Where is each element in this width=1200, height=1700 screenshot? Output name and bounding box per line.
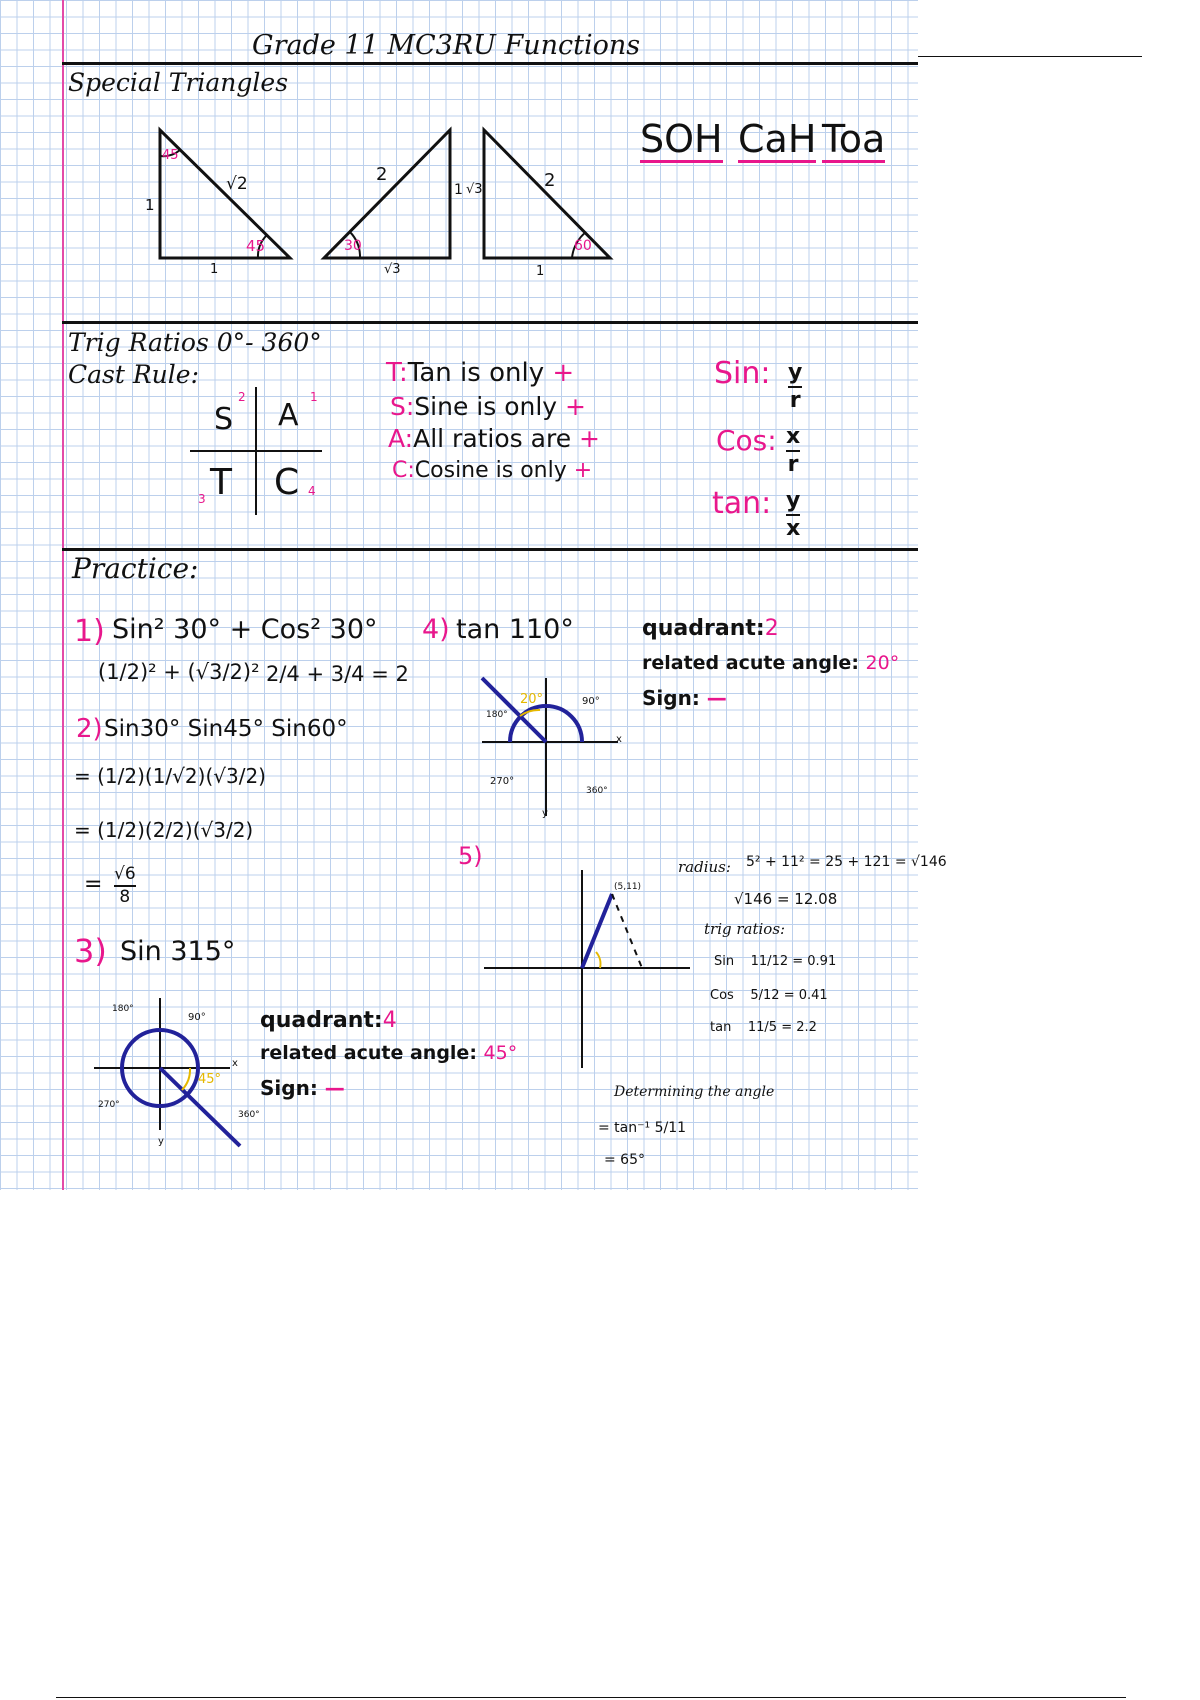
t1-hypotenuse: √2 bbox=[226, 174, 248, 194]
cast-c-number: 4 bbox=[308, 484, 316, 498]
p5-determine-label: Determining the angle bbox=[614, 1084, 775, 1100]
p3-related-angle: related acute angle: 45° bbox=[260, 1042, 518, 1064]
tan-def-fraction bbox=[786, 490, 800, 540]
p3-deg-270: 270° bbox=[98, 1100, 120, 1110]
tan-def-label: tan: bbox=[712, 486, 772, 521]
trig-ratios-divider bbox=[62, 548, 918, 551]
t2-side: 1 bbox=[454, 182, 463, 198]
p2-answer-num: √6 bbox=[114, 864, 136, 884]
p4-quadrant: quadrant:2 bbox=[642, 616, 779, 641]
cast-a: A bbox=[278, 398, 299, 433]
p3-ref-angle: 45° bbox=[198, 1072, 222, 1087]
p4-sign: Sign: — bbox=[642, 686, 727, 710]
sin-def-den: r bbox=[789, 388, 801, 413]
t3-base: 1 bbox=[536, 264, 545, 279]
margin-line bbox=[62, 0, 64, 1190]
cos-def-fraction bbox=[786, 426, 800, 476]
p4-deg-90: 90° bbox=[582, 696, 600, 707]
triangle-30-60-90-a bbox=[320, 120, 460, 280]
p2-expression: Sin30° Sin45° Sin60° bbox=[104, 716, 348, 742]
triangle-45-45-90 bbox=[140, 120, 300, 280]
rule-s: S:Sine is only + bbox=[390, 392, 586, 421]
cast-rule-heading: Cast Rule: bbox=[68, 360, 199, 389]
soh-word: SOH bbox=[640, 117, 723, 161]
p2-number: 2) bbox=[76, 714, 103, 744]
t2-base: √3 bbox=[384, 262, 401, 277]
t3-side: √3 bbox=[466, 182, 483, 197]
cast-c: C bbox=[274, 462, 300, 503]
cah-word: CaH bbox=[738, 117, 817, 161]
rule-a: A:All ratios are + bbox=[388, 424, 600, 453]
t1-angle-top: 45 bbox=[162, 148, 179, 163]
p1-step: (1/2)² + (√3/2)² bbox=[98, 660, 260, 684]
p4-deg-360: 360° bbox=[586, 786, 608, 796]
p4-deg-180: 180° bbox=[486, 710, 508, 720]
t3-angle: 60 bbox=[574, 238, 592, 254]
p2-answer bbox=[114, 866, 136, 906]
p5-tan: tan 11/5 = 2.2 bbox=[710, 1020, 817, 1035]
t1-side-bottom: 1 bbox=[210, 262, 219, 277]
cast-s-number: 2 bbox=[238, 390, 246, 404]
cos-def-den: r bbox=[787, 452, 799, 477]
bottom-rule bbox=[56, 1697, 1126, 1698]
p3-deg-360: 360° bbox=[238, 1110, 260, 1120]
tan-def-den: x bbox=[786, 516, 801, 541]
p3-unit-circle-graph bbox=[94, 996, 244, 1146]
p3-sign: Sign: — bbox=[260, 1076, 345, 1100]
header-divider bbox=[62, 62, 918, 65]
cast-a-number: 1 bbox=[310, 390, 318, 404]
p5-radius-value: √146 = 12.08 bbox=[734, 890, 838, 908]
p5-ratios-label: trig ratios: bbox=[704, 920, 786, 938]
t2-hypotenuse: 2 bbox=[376, 164, 388, 185]
page-title: Grade 11 MC3RU Functions bbox=[252, 30, 641, 61]
t2-angle: 30 bbox=[344, 238, 362, 254]
p2-step1: = (1/2)(1/√2)(√3/2) bbox=[74, 764, 266, 788]
top-right-rule bbox=[918, 56, 1142, 57]
p5-number: 5) bbox=[458, 842, 483, 870]
p3-number: 3) bbox=[74, 932, 107, 970]
p2-equals: = bbox=[84, 872, 103, 897]
p4-x-label: x bbox=[616, 734, 622, 745]
p3-quadrant: quadrant:4 bbox=[260, 1008, 397, 1033]
t1-angle-right: 45 bbox=[246, 237, 266, 255]
p5-radius-calc: 5² + 11² = 25 + 121 = √146 bbox=[746, 854, 947, 870]
triangles-divider bbox=[62, 321, 918, 324]
practice-heading: Practice: bbox=[72, 552, 199, 585]
p4-number: 4) bbox=[422, 614, 450, 645]
p5-radius-label: radius: bbox=[678, 858, 731, 876]
p5-determine-value: = 65° bbox=[604, 1152, 645, 1168]
p3-x-label: x bbox=[232, 1058, 238, 1069]
p1-number: 1) bbox=[74, 614, 105, 649]
t1-side-left: 1 bbox=[145, 196, 155, 214]
cast-t-number: 3 bbox=[198, 492, 206, 506]
special-triangles-heading: Special Triangles bbox=[68, 68, 289, 97]
cos-def-label: Cos: bbox=[716, 424, 777, 457]
toa-word: Toa bbox=[822, 117, 886, 161]
tan-def-num: y bbox=[786, 488, 801, 513]
rule-c: C:Cosine is only + bbox=[392, 458, 593, 483]
t3-hypotenuse: 2 bbox=[544, 170, 556, 191]
sin-def-fraction bbox=[788, 362, 802, 412]
p2-answer-den: 8 bbox=[119, 887, 131, 907]
p1-result: 2/4 + 3/4 = 2 bbox=[266, 662, 409, 686]
p2-step2: = (1/2)(2/2)(√3/2) bbox=[74, 818, 254, 842]
triangle-30-60-90-b bbox=[480, 120, 620, 280]
sin-def-label: Sin: bbox=[714, 356, 771, 391]
p4-expression: tan 110° bbox=[456, 614, 574, 645]
p4-y-label: y bbox=[542, 808, 548, 819]
sin-def-num: y bbox=[788, 360, 803, 385]
p1-expression: Sin² 30° + Cos² 30° bbox=[112, 614, 378, 645]
trig-ratios-heading: Trig Ratios 0°- 360° bbox=[68, 328, 322, 357]
p3-expression: Sin 315° bbox=[120, 936, 236, 967]
p3-y-label: y bbox=[158, 1136, 164, 1147]
p5-coordinate-graph bbox=[482, 868, 692, 1078]
rule-t: T:Tan is only + bbox=[386, 358, 575, 388]
p5-point-label: (5,11) bbox=[614, 882, 642, 892]
cos-def-num: x bbox=[786, 424, 801, 449]
p3-deg-180: 180° bbox=[112, 1004, 134, 1014]
p5-sin: Sin 11/12 = 0.91 bbox=[714, 954, 837, 969]
p5-determine-expr: = tan⁻¹ 5/11 bbox=[598, 1120, 687, 1136]
p5-cos: Cos 5/12 = 0.41 bbox=[710, 988, 828, 1003]
cast-t: T bbox=[210, 462, 232, 503]
p4-related-angle: related acute angle: 20° bbox=[642, 652, 900, 674]
p4-deg-270: 270° bbox=[490, 776, 515, 787]
p4-ref-angle: 20° bbox=[520, 692, 544, 707]
cast-s: S bbox=[214, 402, 234, 437]
p3-deg-90: 90° bbox=[188, 1012, 206, 1023]
